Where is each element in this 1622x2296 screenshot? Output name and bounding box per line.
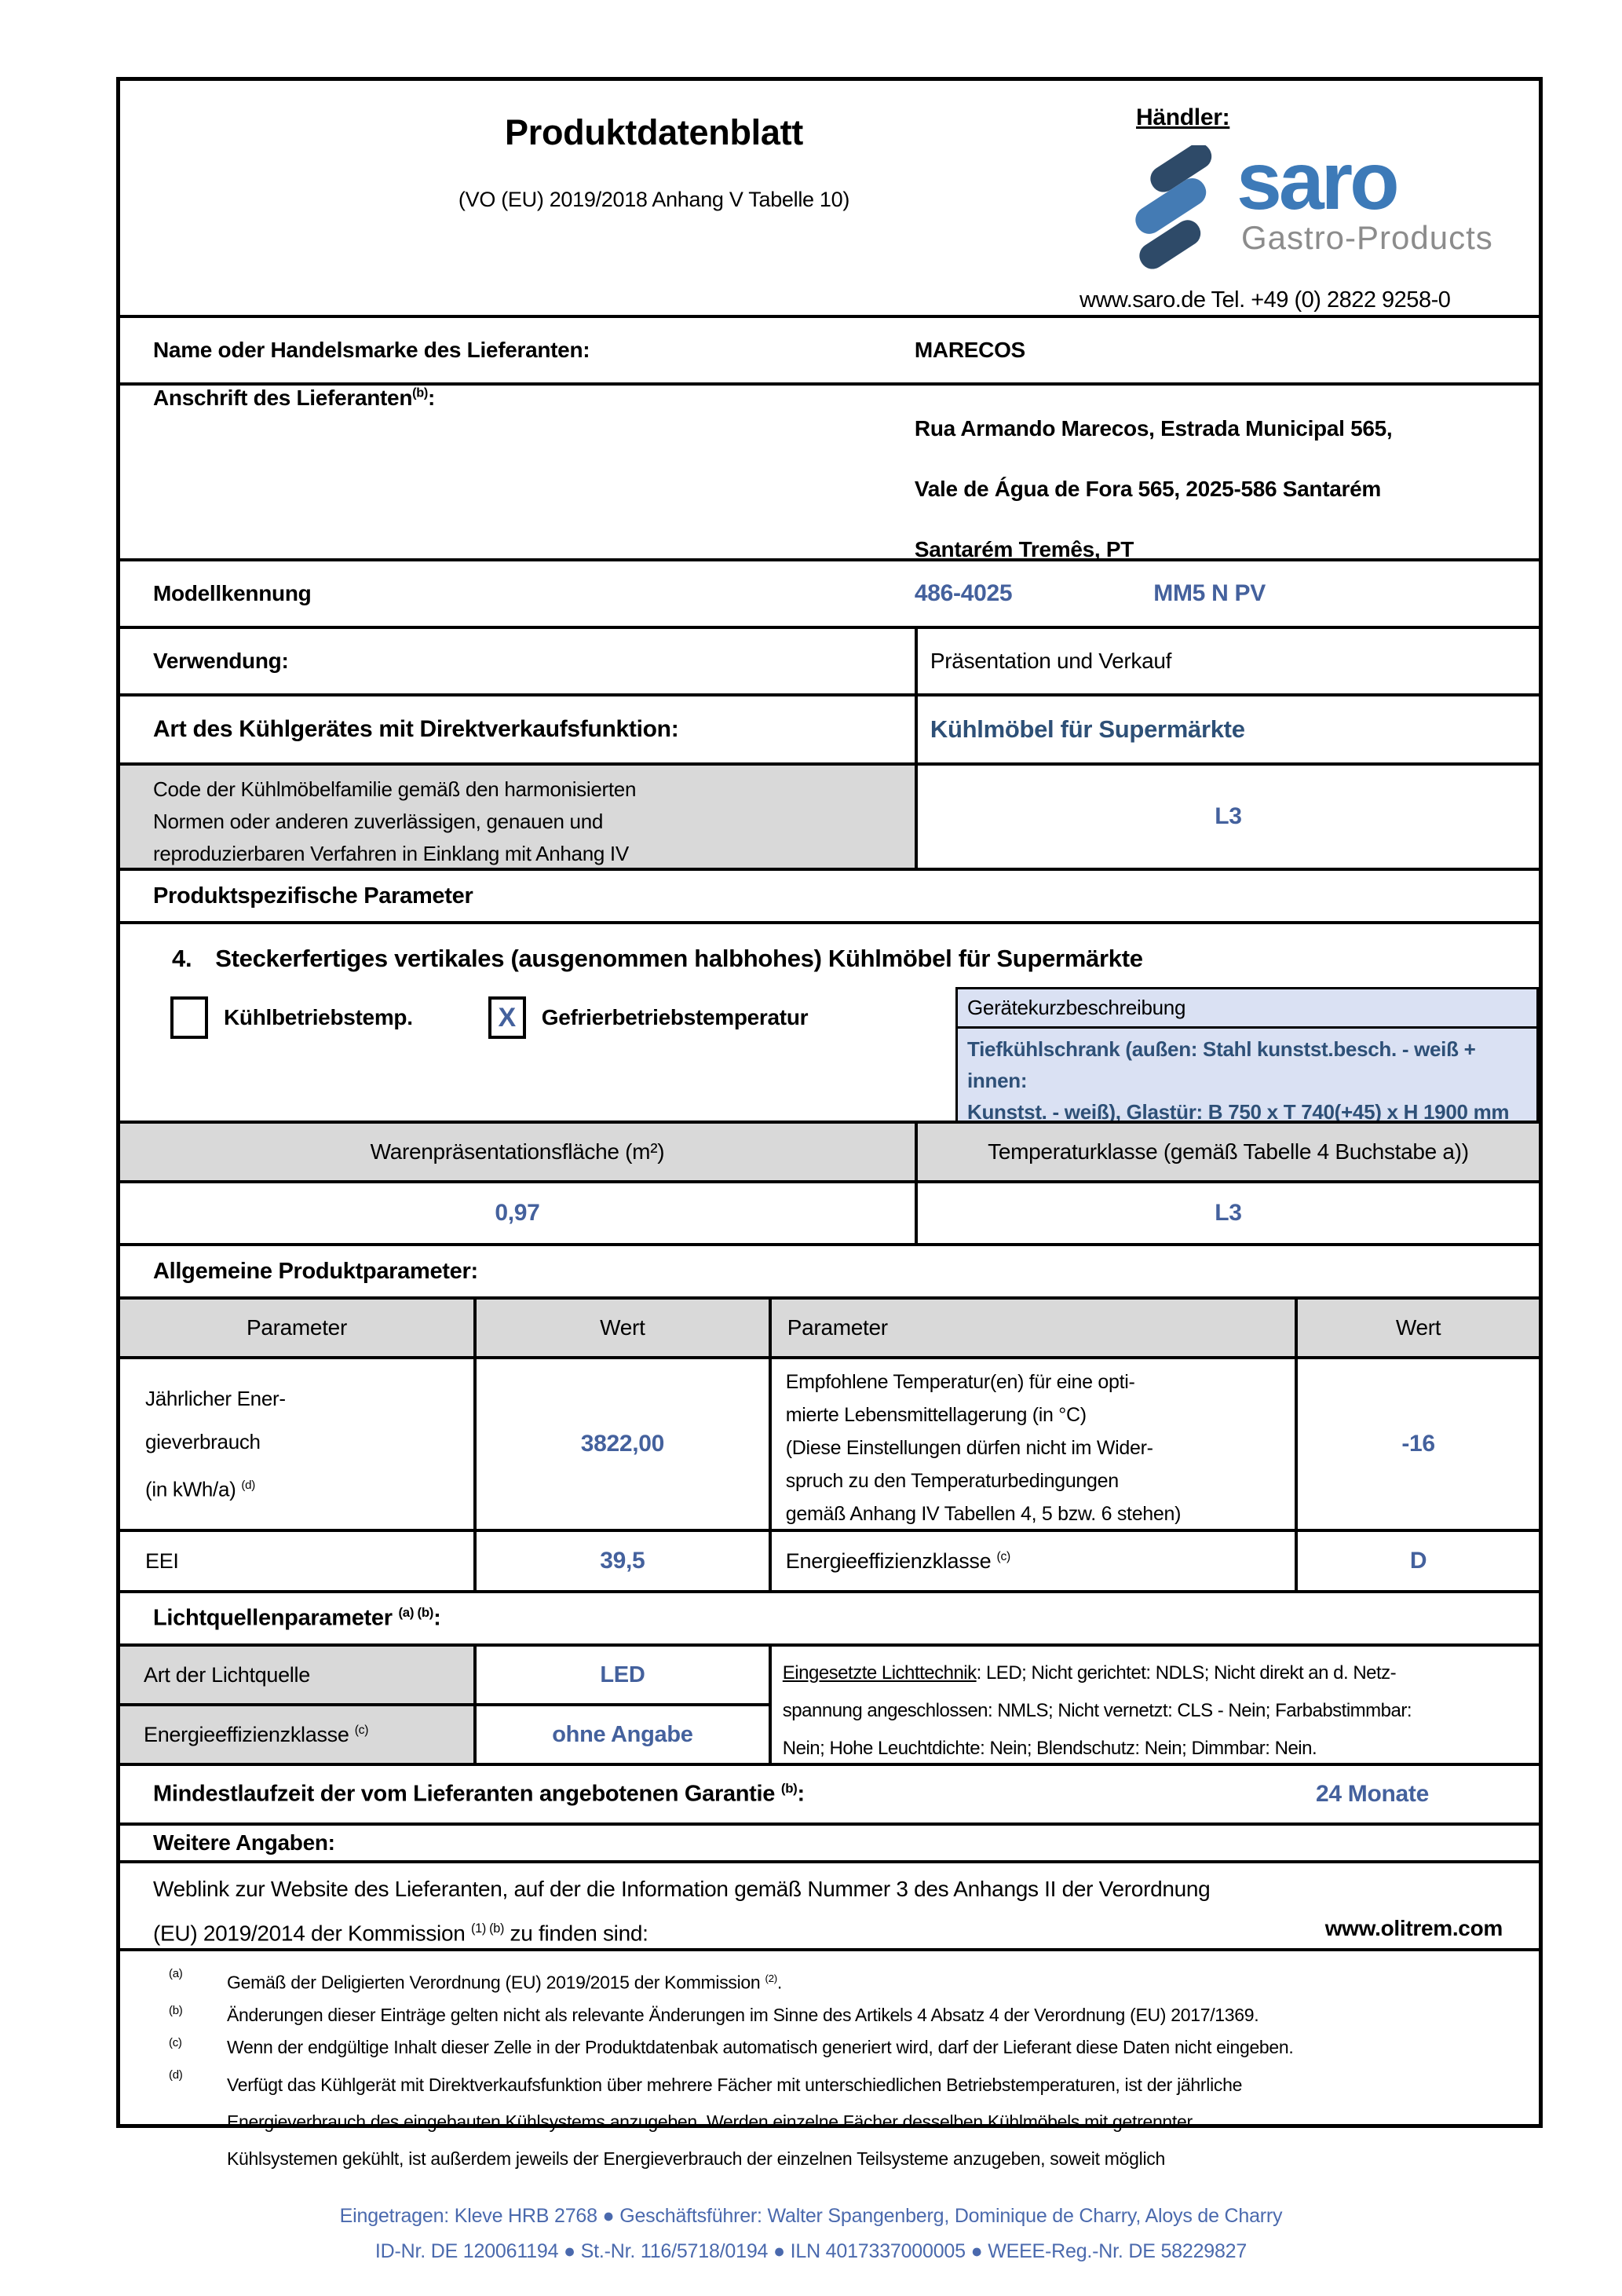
supplier-name-label: Name oder Handelsmarke des Lieferanten:	[153, 338, 590, 362]
presentation-area-header-row	[120, 1121, 1539, 1180]
device-description-box	[955, 987, 1539, 1136]
params-table-header	[120, 1296, 1539, 1356]
column-header: Parameter	[787, 1315, 888, 1340]
section-4-title	[120, 924, 1539, 973]
footer-registration-line: Eingetragen: Kleve HRB 2768 ● Geschäftsführer: Walter Spangenberg, Dominique de Charry, Aloys de Charry	[339, 2205, 1283, 2227]
usage-value: Präsentation und Verkauf	[930, 649, 1172, 673]
family-code-row	[120, 762, 1539, 868]
weblink-text-line1: Weblink zur Website des Lieferanten, auf der die Information gemäß Nummer 3 des Anhangs II der Verordnung	[153, 1877, 1211, 1901]
supplier-address-label: Anschrift des Lieferanten$^{(b)}$:	[153, 386, 436, 410]
dealer-contact[interactable]: www.saro.de Tel. +49 (0) 2822 9258-0	[1080, 287, 1451, 313]
family-code-line: Code der Kühlmöbelfamilie gemäß den harmonisierten	[153, 777, 637, 801]
section-4-number: 4.	[172, 945, 192, 972]
header-section	[120, 81, 1539, 315]
column-header: Wert	[600, 1315, 645, 1340]
energy-consumption-label: Jährlicher Ener- gieverbrauch (in kWh/a) $^{(d)}$	[145, 1386, 286, 1501]
light-energy-class-row	[120, 1703, 769, 1763]
footnote-b: (b) Änderungen dieser Einträge gelten nicht als relevante Änderungen im Sinne des Artikels 4 Absatz 4 der Verordnung (EU) 2017/1369.	[169, 2003, 1259, 2025]
family-code-value: L3	[1215, 803, 1242, 829]
dealer-label: Händler:	[1136, 104, 1230, 130]
energy-class-label: Energieeffizienzklasse $^{(c)}$	[785, 1548, 1010, 1573]
light-params-heading: Lichtquellenparameter $^{(a) (b)}$:	[153, 1605, 441, 1631]
model-row	[120, 558, 1539, 626]
warranty-label: Mindestlaufzeit der vom Lieferanten angebotenen Garantie $^{(b)}$:	[153, 1781, 805, 1807]
energy-class-value: D	[1409, 1548, 1427, 1574]
energy-consumption-row	[120, 1356, 1539, 1529]
freeze-temp-checkbox[interactable]: X	[488, 996, 526, 1039]
weblink-row	[120, 1860, 1539, 1948]
supplier-name-value: MARECOS	[914, 338, 1025, 362]
product-specific-heading: Produktspezifische Parameter	[153, 883, 473, 909]
temperature-class-header: Temperaturklasse (gemäß Tabelle 4 Buchstabe a))	[988, 1139, 1469, 1164]
datasheet-table	[116, 77, 1543, 2169]
address-line: Rua Armando Marecos, Estrada Municipal 565,	[914, 416, 1393, 441]
recommended-temp-label: Empfohlene Temperatur(en) für eine opti- mierte Lebensmittellagerung (in °C) (Diese Einstellungen dürfen nicht im Wider- spruch zu den Temperaturbedingungen gemäß Anhang IV Tabellen 4, 5 bzw. 6 stehen)	[769, 1359, 1295, 1529]
device-description-line: Tiefkühlschrank (außen: Stahl kunstst.besch. - weiß + innen:	[967, 1037, 1476, 1092]
general-params-heading: Allgemeine Produktparameter:	[153, 1258, 478, 1284]
cool-temp-checkbox[interactable]	[170, 996, 208, 1039]
model-number: 486-4025	[914, 580, 1013, 606]
eei-row	[120, 1529, 1539, 1590]
light-tech-note-title: Eingesetzte Lichttechnik	[782, 1662, 977, 1684]
logo-texts	[1237, 136, 1493, 257]
cool-temp-label: Kühlbetriebstemp.	[224, 1005, 413, 1029]
light-source-row	[120, 1647, 769, 1703]
product-specific-heading-row	[120, 868, 1539, 921]
eei-label: EEI	[145, 1548, 179, 1573]
device-description-line: Kunstst. - weiß), Glastür: B 750 x T 740(+45) x H 1900 mm	[967, 1100, 1510, 1124]
eei-value: 39,5	[600, 1548, 645, 1574]
family-code-line: Normen oder anderen zuverlässigen, genauen und	[153, 810, 604, 833]
light-tech-note: Eingesetzte Lichttechnik: LED; Nicht gerichtet: NDLS; Nicht direkt an d. Netz- spannung angeschlossen: NMLS; Nicht vernetzt: CLS - Nein; Farbabstimmbar: Nein; Hohe Leuchtdichte: Nein; Blendschutz: Nein; Dimmbar: Nein.	[769, 1647, 1539, 1763]
supplier-address-row	[120, 382, 1539, 561]
title-block	[379, 81, 929, 212]
section-4-text: Steckerfertiges vertikales (ausgenommen halbhohes) Kühlmöbel für Supermärkte	[215, 945, 1143, 972]
page-title: Produktdatenblatt	[505, 112, 803, 152]
saro-logo	[1125, 136, 1502, 275]
usage-row	[120, 626, 1539, 693]
page-subtitle: (VO (EU) 2019/2018 Anhang V Tabelle 10)	[458, 188, 850, 211]
warranty-row	[120, 1763, 1539, 1823]
company-footer	[0, 2199, 1622, 2269]
section-4	[120, 921, 1539, 1124]
light-params-table	[120, 1643, 1539, 1763]
supplier-website-link[interactable]: www.olitrem.com	[1324, 1916, 1503, 1940]
device-description-body	[958, 1029, 1536, 1134]
device-description-header: Gerätekurzbeschreibung	[958, 989, 1536, 1029]
light-params-heading-row	[120, 1590, 1539, 1643]
family-code-label	[120, 766, 915, 868]
light-source-label: Art der Lichtquelle	[120, 1647, 473, 1703]
presentation-area-value: 0,97	[495, 1200, 540, 1226]
weblink-text-line2: (EU) 2019/2014 der Kommission $^{(1) (b)}$ zu finden sind:	[153, 1921, 648, 1946]
light-energy-class-label: Energieeffizienzklasse $^{(c)}$	[120, 1706, 473, 1763]
address-line: Santarém Tremês, PT	[914, 537, 1134, 561]
family-code-line: reproduzierbaren Verfahren in Einklang mit Anhang IV	[153, 842, 629, 865]
temperature-checkboxes	[170, 996, 808, 1039]
temperature-class-value: L3	[1215, 1200, 1242, 1226]
saro-s-icon	[1125, 145, 1226, 275]
column-header: Parameter	[246, 1315, 347, 1340]
presentation-area-value-row	[120, 1180, 1539, 1243]
appliance-type-label: Art des Kühlgerätes mit Direktverkaufsfunktion:	[153, 716, 679, 742]
footnote-a: (a) Gemäß der Deligierten Verordnung (EU) 2019/2015 der Kommission $^{(2)}$.	[169, 1967, 782, 1993]
light-source-value: LED	[600, 1662, 645, 1687]
logo-brand: saro	[1237, 136, 1397, 227]
freeze-temp-label: Gefrierbetriebstemperatur	[541, 1005, 809, 1029]
supplier-address-value	[914, 386, 1539, 561]
footnotes-section	[120, 1948, 1539, 2169]
appliance-type-row	[120, 693, 1539, 762]
more-info-heading-row	[120, 1823, 1539, 1860]
address-line: Vale de Água de Fora 565, 2025-586 Santarém	[914, 477, 1381, 501]
recommended-temp-value: -16	[1401, 1431, 1435, 1457]
presentation-area-header: Warenpräsentationsfläche (m²)	[370, 1139, 665, 1164]
footnote-d: (d) Verfügt das Kühlgerät mit Direktverkaufsfunktion über mehrere Fächer mit unterschiedlichen Betriebstemperaturen, ist der jährliche Energieverbrauch des eingebauten Kühlsystems anzugeben. Werden einzelne Fächer desselben Kühlmöbels mit getrennter Kühlsystemen gekühlt, ist außerdem jeweils der Energieverbrauch der einzelnen Teilsysteme anzugeben, soweit möglich	[169, 2067, 1243, 2169]
footer-id-line: ID-Nr. DE 120061194 ● St.-Nr. 116/5718/0194 ● ILN 4017337000005 ● WEEE-Reg.-Nr. DE 58229827	[374, 2240, 1248, 2262]
model-label: Modellkennung	[153, 581, 312, 605]
warranty-value: 24 Monate	[1315, 1781, 1429, 1807]
dealer-block	[968, 81, 1502, 313]
more-info-heading: Weitere Angaben:	[153, 1830, 335, 1855]
usage-label: Verwendung:	[153, 649, 289, 673]
model-code: MM5 N PV	[1153, 580, 1266, 606]
light-energy-class-value: ohne Angabe	[552, 1721, 693, 1747]
column-header: Wert	[1395, 1315, 1441, 1340]
footnote-c: (c) Wenn der endgültige Inhalt dieser Zelle in der Produktdatenbak automatisch generiert wird, darf der Lieferant diese Daten nicht eingeben.	[169, 2035, 1294, 2057]
general-params-heading-row	[120, 1243, 1539, 1296]
appliance-type-value: Kühlmöbel für Supermärkte	[930, 715, 1245, 743]
energy-consumption-value: 3822,00	[580, 1431, 665, 1457]
logo-tagline: Gastro-Products	[1241, 219, 1493, 256]
